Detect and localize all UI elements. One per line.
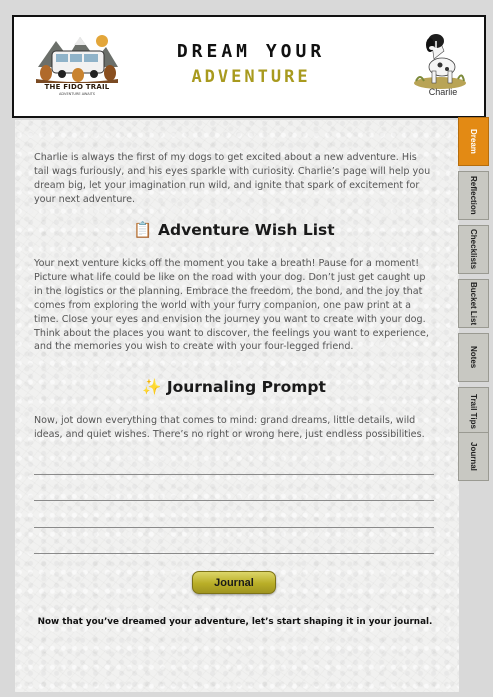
clipboard-icon: 📋 [133, 221, 153, 239]
tab-label: Reflection [469, 176, 478, 215]
footer-message: Now that you’ve dreamed your adventure, let’s start shaping it in your journal. [37, 617, 433, 627]
journal-button[interactable]: Journal [192, 571, 276, 594]
logo-subtitle: ADVENTURE AWAITS [59, 92, 95, 96]
prompt-paragraph: Now, jot down everything that comes to mind: grand dreams, little details, wild ideas, and quiet wishes. There’s no right or wrong here, just endless possibilities. [34, 415, 425, 440]
tab-label: Journal [469, 442, 478, 471]
wishlist-heading-text: Adventure Wish List [158, 221, 335, 239]
tab-label: Notes [469, 346, 478, 369]
tab-label: Trail Tips [469, 394, 478, 429]
dog-name-caption: Charlie [428, 87, 458, 97]
tab-bucket-list[interactable] [458, 279, 489, 328]
logo-van-dogs-icon [34, 31, 120, 85]
writing-line [34, 553, 434, 554]
prompt-heading [34, 378, 434, 396]
logo-title: THE FIDO TRAIL [44, 83, 110, 91]
page-title-line2: ADVENTURE [191, 67, 311, 87]
tab-checklists[interactable] [458, 225, 489, 274]
writing-line [34, 527, 434, 528]
tab-reflection[interactable] [458, 171, 489, 220]
tab-trail-tips[interactable] [458, 387, 489, 436]
tab-label: Dream [469, 129, 478, 154]
sparkles-icon: ✨ [142, 378, 162, 396]
page-title-line1: DREAM YOUR [176, 41, 326, 62]
page-header [12, 15, 486, 118]
writing-line [34, 474, 434, 475]
wishlist-paragraph: Your next venture kicks off the moment you take a breath! Pause for a moment! Picture what life could be like on the road with your dog. Don’t just get caught up in the logistics or the planning. Embrace the freedom, the bond, and the joy that comes from exploring the world with your furry companion, one paw print at a time. Close your eyes and envision the journey you want to create with your dog. Think about the places you want to discover, the feelings you want to experience, and the memories you wish to create with your four-legged friend. [34, 258, 429, 353]
intro-paragraph: Charlie is always the first of my dogs to get excited about a new adventure. His tail wags furiously, and his eyes sparkle with curiosity. Charlie’s page will help you dream big, let your imagination run wild, and ignite that spark of excitement for your next adventure. [34, 152, 431, 205]
tab-label: Checklists [469, 229, 478, 270]
tab-dream[interactable] [458, 117, 489, 166]
tab-notes[interactable] [458, 333, 489, 382]
fido-trail-logo [34, 31, 120, 97]
dog-illustration [410, 29, 468, 91]
tab-label: Bucket List [469, 281, 478, 326]
dog-icon [410, 29, 468, 91]
writing-line [34, 500, 434, 501]
prompt-heading-text: Journaling Prompt [166, 378, 326, 396]
wishlist-heading [34, 221, 434, 239]
tab-journal[interactable] [458, 432, 489, 481]
